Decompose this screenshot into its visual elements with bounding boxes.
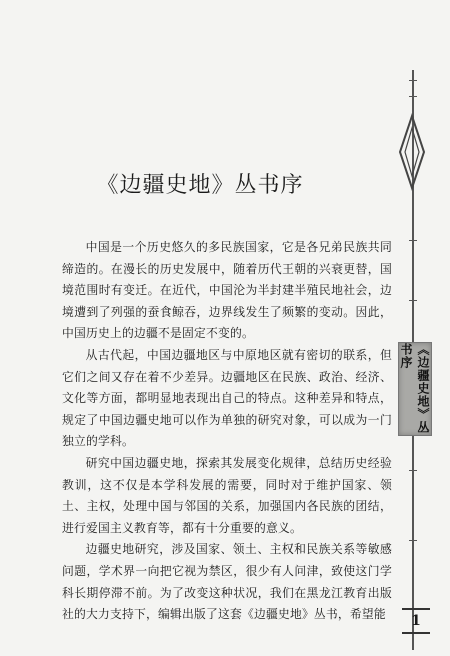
rail-tick	[409, 300, 417, 301]
rail-tick	[409, 540, 417, 541]
paragraph-1: 中国是一个历史悠久的多民族国家，它是各兄弟民族共同缔造的。在漫长的历史发展中，随着历代王朝的兴衰更替，国境范围时有变迁。在近代，中国沦为半封建半殖民地社会，边境遭到了列强的蚕食鲸吞，边界线发生了频繁的变动。因此，中国历史上的边疆不是固定不变的。	[62, 240, 392, 341]
side-tab-label: 《边疆史地》丛书序	[399, 343, 430, 434]
paragraph-4: 边疆史地研究，涉及国家、领土、主权和民族关系等敏感问题，学术界一向把它视为禁区，很少有人问津，致使这门学科长期停滞不前。为了改变这种状况，我们在黑龙江教育出版社的大力支持下，编辑出版了这套《边疆史地》丛书，希望能	[62, 542, 392, 622]
page-title: 《边疆史地》丛书序	[96, 173, 304, 198]
page-number: 1	[402, 608, 430, 634]
rail-tick	[409, 470, 417, 471]
rail-tick	[409, 96, 417, 97]
side-tab	[398, 342, 432, 436]
paragraph-2: 从古代起，中国边疆地区与中原地区就有密切的联系，但它们之间又存在着不少差异。边疆地区在民族、政治、经济、文化等方面，都明显地表现出自己的特点。这种差异和特点，规定了中国边疆史地可以作为单独的研究对象，可以成为一门独立的学科。	[62, 347, 392, 449]
paragraph-3: 研究中国边疆史地，探索其发展变化规律，总结历史经验教训，这不仅是本学科发展的需要，同时对于维护国家、领土、主权，处理中国与邻国的关系，加强国内各民族的团结，进行爱国主义教育等，都有十分重要的意义。	[62, 455, 392, 535]
diamond-ornament-icon	[396, 112, 428, 192]
rail-tick	[409, 240, 417, 241]
body-text	[62, 237, 392, 626]
rail-tick	[409, 80, 417, 81]
